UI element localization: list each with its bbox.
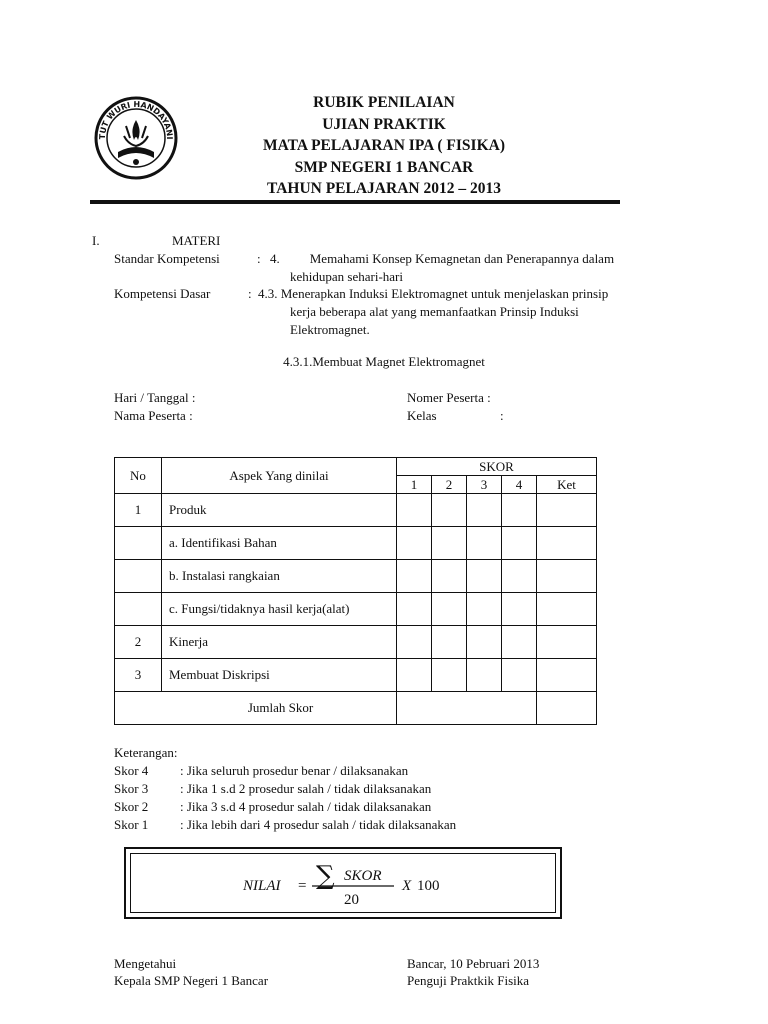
score-cell[interactable]	[432, 626, 467, 659]
score-cell[interactable]	[432, 659, 467, 692]
keterangan-label: Skor 2	[114, 799, 149, 814]
header-skor-4: 4	[502, 476, 537, 494]
row-no	[115, 527, 162, 560]
kompetensi-dasar-line-1: 4.3. Menerapkan Induksi Elektromagnet untuk menjelaskan prinsip	[258, 286, 609, 301]
row-aspek: c. Fungsi/tidaknya hasil kerja(alat)	[162, 593, 397, 626]
table-header-row	[115, 458, 597, 476]
header-skor: SKOR	[397, 458, 597, 476]
document-title-block	[200, 92, 568, 200]
nomor-peserta-label: Nomer Peserta :	[407, 390, 491, 405]
keterangan-text: : Jika lebih dari 4 prosedur salah / tidak dilaksanakan	[180, 817, 457, 832]
keterangan-block	[114, 744, 456, 834]
section-title: MATERI	[172, 233, 221, 248]
formula-factor: 100	[417, 878, 440, 894]
keterangan-text: : Jika 3 s.d 4 prosedur salah / tidak dilaksanakan	[180, 799, 432, 814]
kompetensi-dasar-label: Kompetensi Dasar	[114, 286, 211, 301]
table-row	[115, 527, 597, 560]
ket-cell[interactable]	[537, 494, 597, 527]
score-cell[interactable]	[432, 527, 467, 560]
header-ket: Ket	[537, 476, 597, 494]
table-row	[115, 659, 597, 692]
formula-inner-frame	[130, 853, 556, 913]
ket-cell[interactable]	[537, 560, 597, 593]
formula-sigma: ∑	[316, 861, 335, 891]
kompetensi-dasar-line-2: kerja beberapa alat yang memanfaatkan Prinsip Induksi	[290, 304, 579, 319]
formula-equals: =	[298, 878, 307, 894]
keterangan-label: Skor 1	[114, 817, 149, 832]
school-emblem	[94, 96, 178, 180]
score-cell[interactable]	[397, 494, 432, 527]
logo-motto: TUT WURI HANDAYANI	[97, 99, 175, 140]
score-cell[interactable]	[502, 527, 537, 560]
standar-kompetensi-label: Standar Kompetensi	[114, 251, 220, 266]
keterangan-label: Skor 3	[114, 781, 149, 796]
ket-cell[interactable]	[537, 626, 597, 659]
total-ket-cell[interactable]	[537, 692, 597, 725]
ket-cell[interactable]	[537, 659, 597, 692]
table-row	[115, 494, 597, 527]
signature-right-line-1: Bancar, 10 Pebruari 2013	[407, 956, 540, 971]
standar-kompetensi-colon: :	[257, 251, 261, 266]
standar-kompetensi-text-2: kehidupan sehari-hari	[290, 269, 403, 284]
signature-left-line-2: Kepala SMP Negeri 1 Bancar	[114, 973, 269, 988]
kompetensi-dasar-colon: :	[248, 286, 252, 301]
indicator-title: 4.3.1.Membuat Magnet Elektromagnet	[283, 354, 485, 369]
score-cell[interactable]	[467, 593, 502, 626]
score-cell[interactable]	[467, 626, 502, 659]
score-cell[interactable]	[432, 560, 467, 593]
score-cell[interactable]	[432, 593, 467, 626]
table-row	[115, 560, 597, 593]
score-cell[interactable]	[397, 626, 432, 659]
hari-tanggal-label: Hari / Tanggal :	[114, 390, 196, 405]
keterangan-heading: Keterangan:	[114, 745, 178, 760]
row-no: 1	[115, 494, 162, 527]
row-aspek: Membuat Diskripsi	[162, 659, 397, 692]
section-number: I.	[92, 233, 100, 248]
header-aspek: Aspek Yang dinilai	[162, 458, 397, 494]
score-cell[interactable]	[397, 659, 432, 692]
ket-cell[interactable]	[537, 593, 597, 626]
row-no: 2	[115, 626, 162, 659]
formula-box	[124, 847, 562, 919]
score-cell[interactable]	[432, 494, 467, 527]
header-no: No	[115, 458, 162, 494]
row-aspek: b. Instalasi rangkaian	[162, 560, 397, 593]
formula-lhs: NILAI	[243, 878, 281, 894]
score-table	[114, 457, 597, 725]
kompetensi-dasar-line-3: Elektromagnet.	[290, 322, 370, 337]
total-score-cell[interactable]	[397, 692, 537, 725]
header-skor-2: 2	[432, 476, 467, 494]
nama-peserta-label: Nama Peserta :	[114, 408, 193, 423]
score-cell[interactable]	[467, 659, 502, 692]
keterangan-label: Skor 4	[114, 763, 149, 778]
score-cell[interactable]	[502, 626, 537, 659]
formula-times: X	[402, 878, 412, 894]
title-line-2: UJIAN PRAKTIK	[322, 115, 446, 133]
header-skor-3: 3	[467, 476, 502, 494]
title-line-4: SMP NEGERI 1 BANCAR	[294, 158, 474, 176]
keterangan-item	[114, 798, 456, 816]
formula-graphic	[131, 854, 555, 912]
keterangan-item	[114, 816, 456, 834]
keterangan-text: : Jika seluruh prosedur benar / dilaksanakan	[180, 763, 409, 778]
keterangan-text: : Jika 1 s.d 2 prosedur salah / tidak dilaksanakan	[180, 781, 432, 796]
standar-kompetensi-line-1	[270, 250, 678, 268]
kelas-label: Kelas	[407, 408, 437, 423]
standar-kompetensi-text-1: Memahami Konsep Kemagnetan dan Penerapannya dalam	[309, 251, 615, 266]
table-row	[115, 626, 597, 659]
score-cell[interactable]	[397, 560, 432, 593]
score-cell[interactable]	[502, 659, 537, 692]
kelas-colon: :	[500, 408, 504, 423]
score-cell[interactable]	[397, 593, 432, 626]
row-no	[115, 560, 162, 593]
signature-left-line-1: Mengetahui	[114, 956, 177, 971]
score-cell[interactable]	[502, 494, 537, 527]
total-label: Jumlah Skor	[115, 692, 397, 725]
formula-denominator: 20	[344, 892, 359, 908]
keterangan-item	[114, 762, 456, 780]
table-row	[115, 593, 597, 626]
standar-kompetensi-number: 4.	[270, 251, 280, 266]
standar-kompetensi-text	[270, 250, 678, 286]
title-line-3: MATA PELAJARAN IPA ( FISIKA)	[263, 137, 505, 154]
score-cell[interactable]	[502, 593, 537, 626]
formula-numerator: SKOR	[344, 868, 382, 884]
title-line-1: RUBIK PENILAIAN	[313, 94, 455, 111]
row-no: 3	[115, 659, 162, 692]
score-cell[interactable]	[502, 560, 537, 593]
score-cell[interactable]	[397, 527, 432, 560]
row-no	[115, 593, 162, 626]
score-cell[interactable]	[467, 494, 502, 527]
signature-right-line-2: Penguji Praktkik Fisika	[407, 973, 530, 988]
score-cell[interactable]	[467, 560, 502, 593]
row-aspek: a. Identifikasi Bahan	[162, 527, 397, 560]
keterangan-item	[114, 780, 456, 798]
row-aspek: Produk	[162, 494, 397, 527]
tut-wuri-emblem-icon	[94, 96, 178, 180]
table-total-row	[115, 692, 597, 725]
header-divider	[90, 200, 620, 204]
score-cell[interactable]	[467, 527, 502, 560]
kompetensi-dasar-text	[258, 285, 678, 339]
row-aspek: Kinerja	[162, 626, 397, 659]
title-line-5: TAHUN PELAJARAN 2012 – 2013	[267, 180, 501, 197]
ket-cell[interactable]	[537, 527, 597, 560]
header-skor-1: 1	[397, 476, 432, 494]
